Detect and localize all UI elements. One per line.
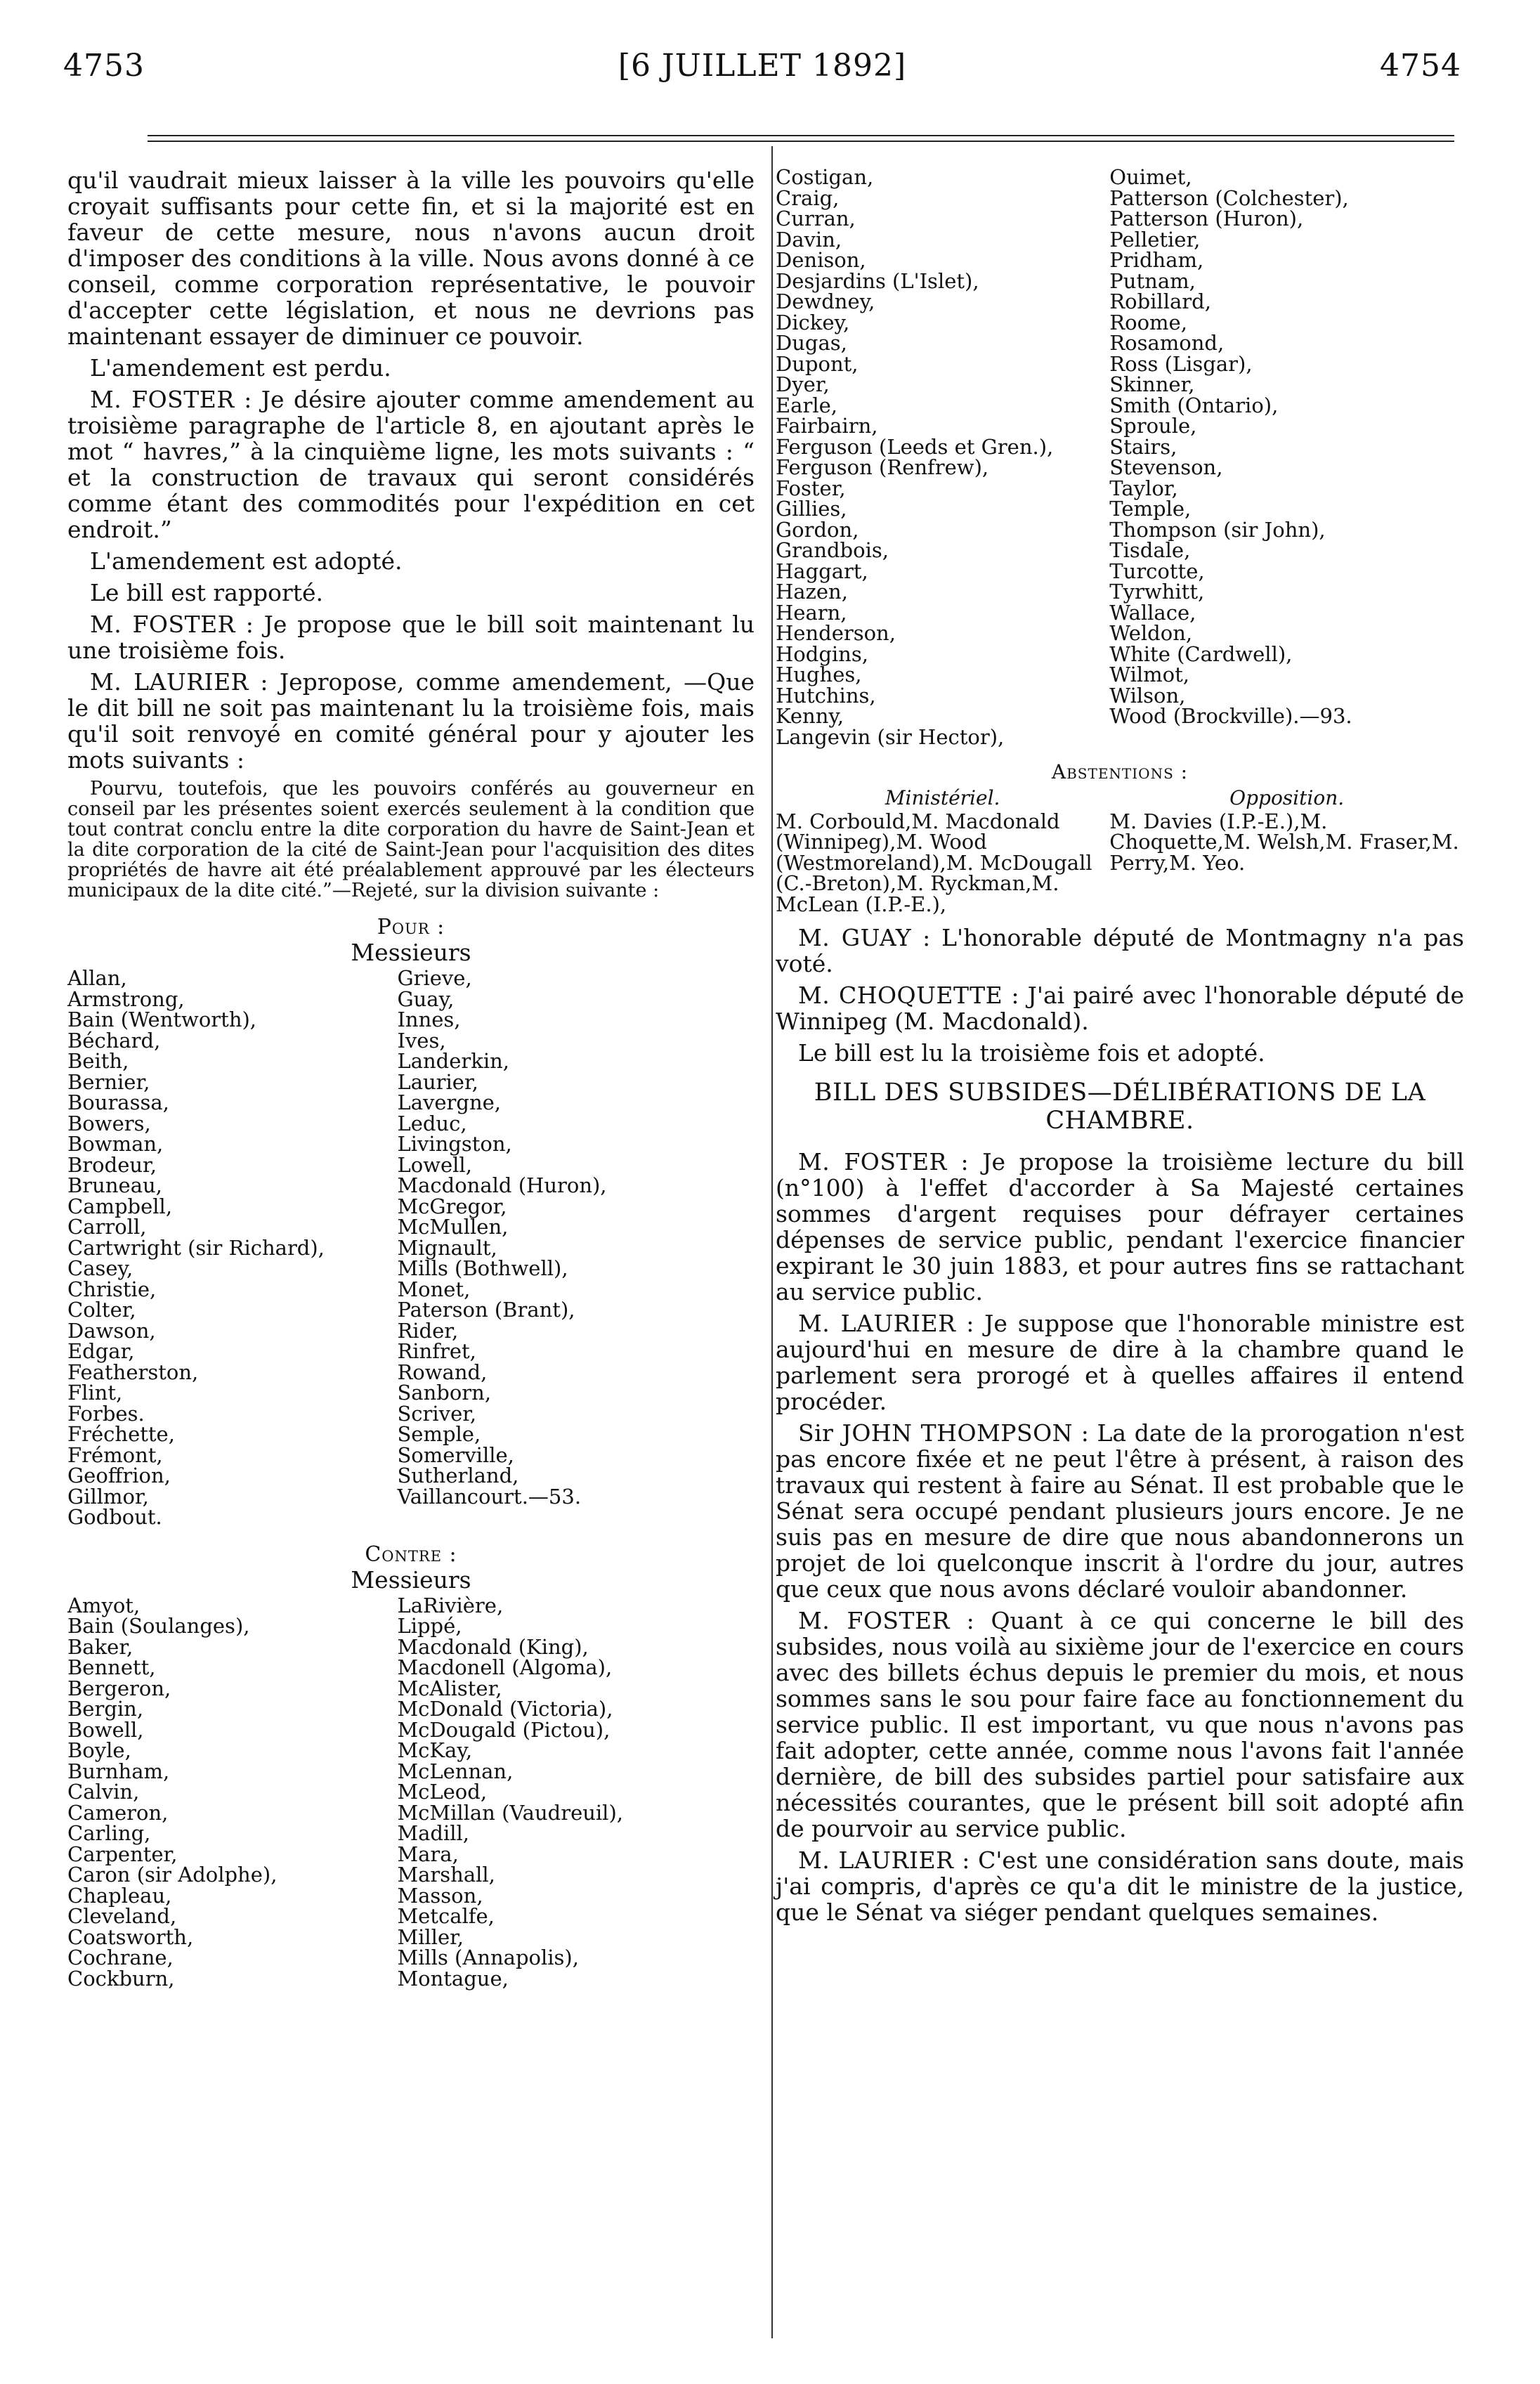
member-name: Tisdale, — [1109, 538, 1191, 562]
member-name: Grieve, — [397, 966, 472, 990]
member-name: Cockburn, — [67, 1966, 175, 1991]
speech-text: : C'est une considération sans doute, mais j'ai compris, d'après ce qu'a dit le ministre de la justice, que le Sénat va siéger pendant quelques semaines. — [776, 1846, 1464, 1926]
member-name: M. Yeo. — [1169, 850, 1246, 875]
member-name: Livingston, — [397, 1132, 512, 1156]
member-name: Frémont, — [67, 1442, 163, 1467]
member-name: Lavergne, — [397, 1090, 502, 1114]
member-name: Bain (Soulanges), — [67, 1614, 250, 1638]
page-number-right: 4754 — [1380, 48, 1461, 84]
member-name: M. Davies (I.P.-E.), — [1109, 809, 1300, 833]
vote-contre-column-2 — [397, 1593, 755, 1991]
member-name: Temple, — [1109, 497, 1192, 521]
vote-pour-column-1 — [67, 968, 397, 1528]
member-name: M. Choquette, — [1109, 809, 1328, 854]
member-name: Forbes. — [67, 1401, 145, 1426]
member-name: M. Welsh, — [1223, 830, 1326, 854]
member-name: Ferguson (Renfrew), — [776, 455, 989, 479]
member-name: Bowell, — [67, 1717, 144, 1742]
member-name: LaRivière, — [397, 1593, 504, 1617]
paragraph: qu'il vaudrait mieux laisser à la ville les pouvoirs qu'elle croyait suffisants pour cette fin, et si la majorité est en faveur de cette mesure, nous n'avons aucun droit d'imposer des conditions à la ville. Nous avons donné à ce conseil, comme corporation représentative, le pouvoir d'accepter cette législation, et nous ne devrions pas maintenant essayer de diminuer ce pouvoir. — [67, 167, 755, 350]
abstentions-list — [776, 788, 1464, 915]
vote-pour-title: Pour : — [377, 915, 445, 939]
member-name: Denison, — [776, 248, 866, 272]
paragraph — [776, 1608, 1464, 1842]
member-name: Cartwright (sir Richard), — [67, 1235, 325, 1260]
abstentions-ministerial-names — [776, 809, 1109, 916]
member-name: M. Perry, — [1109, 830, 1459, 875]
member-name: Cameron, — [67, 1800, 169, 1825]
vote-contre-list-continued — [776, 167, 1464, 748]
vote-pour-list — [67, 968, 755, 1528]
member-name: McDougald (Pictou), — [397, 1717, 611, 1742]
amendment-text: Pourvu, toutefois, que les pouvoirs conférés au gouverneur en conseil par les présentes soient exercés seulement à la condition que tout contrat conclu entre la dite corporation du havre de Saint-Jean et la dite corporation de la cité de Saint-Jean pour l'acquisition des dites propriétés de havre ait été préalablement approuvé par les électeurs municipaux de la dite cité.”—Rejeté, sur la division suivante : — [67, 778, 755, 901]
member-name: Miller, — [397, 1924, 464, 1949]
member-name: Dickey, — [776, 310, 850, 334]
member-name: Somerville, — [397, 1442, 514, 1467]
member-name: Geoffrion, — [67, 1464, 171, 1487]
page-number-left: 4753 — [63, 48, 145, 84]
member-name: Campbell, — [67, 1194, 173, 1218]
member-name: Patterson (Huron), — [1109, 207, 1304, 230]
abstentions-ministerial — [776, 788, 1109, 915]
member-name: Casey, — [67, 1256, 133, 1280]
member-name: Bain (Wentworth), — [67, 1008, 257, 1031]
member-name: Davin, — [776, 227, 842, 252]
member-name: Curran, — [776, 207, 856, 230]
member-name: Kenny, — [776, 704, 844, 728]
member-name: Mills (Bothwell), — [397, 1256, 568, 1280]
paragraph — [67, 669, 755, 773]
member-name: McDonald (Victoria), — [397, 1697, 613, 1721]
member-name: McKay, — [397, 1738, 473, 1762]
member-name: Sutherland, — [397, 1464, 519, 1487]
member-name: Burnham, — [67, 1759, 170, 1783]
page-header — [63, 48, 1461, 97]
speech-text: : La date de la prorogation n'est pas encore fixée et ne peut l'être à présent, à raison des travaux qui restent à faire au Sénat. Il est probable que le Sénat sera occupé pendant plusieurs jours encore. Je ne suis pas en mesure de dire que nous abandonnerons un projet de loi quelconque inscrit à l'ordre du jour, autres que ceux que nous avons déclaré vouloir abandonner. — [776, 1419, 1464, 1603]
abstentions-opposition — [1109, 788, 1464, 915]
member-name: Dyer, — [776, 372, 830, 396]
vote-contre-subtitle: Messieurs — [351, 1565, 471, 1594]
member-name: Turcotte, — [1109, 559, 1205, 583]
member-name: M. Macdonald (Winnipeg), — [776, 809, 1060, 854]
member-name: Metcalfe, — [397, 1904, 495, 1928]
member-name: Macdonald (Huron), — [397, 1173, 607, 1197]
speech-text: : Jepropose, comme amendement, —Que le dit bill ne soit pas maintenant lu la troisième fois, mais qu'il soit renvoyé en comité général pour y ajouter les mots suivants : — [67, 668, 755, 774]
member-name: Bruneau, — [67, 1173, 162, 1197]
member-name: Bernier, — [67, 1069, 150, 1094]
member-name: Ouimet, — [1109, 165, 1192, 189]
member-name: Gordon, — [776, 517, 859, 542]
member-name: Allan, — [67, 966, 127, 990]
speech-text: : Je propose la troisième lecture du bill (n°100) à l'effet d'accorder à Sa Majesté certaines sommes d'argent requises pour défrayer certaines dépenses de service public, pendant l'exercice financier expirant le 30 juin 1883, et pour autres fins se rattachant au service public. — [776, 1148, 1464, 1305]
member-name: Guay, — [397, 986, 455, 1011]
right-column — [776, 167, 1464, 1931]
member-name: Robillard, — [1109, 289, 1211, 313]
member-name: Wilmot, — [1109, 663, 1189, 686]
member-name: Paterson (Brant), — [397, 1298, 575, 1322]
member-name: Macdonald (King), — [397, 1634, 589, 1659]
member-name: Desjardins (L'Islet), — [776, 268, 979, 293]
speaker-name: M. CHOQUETTE — [798, 982, 1003, 1009]
member-name: Mills (Annapolis), — [397, 1946, 579, 1969]
member-name: M. McDougall (C.-Breton), — [776, 850, 1092, 895]
member-name: Rinfret, — [397, 1339, 476, 1363]
vote-pour-subtitle: Messieurs — [351, 939, 471, 966]
speech-text: : J'ai pairé avec l'honorable député de Winnipeg (M. Macdonald). — [776, 982, 1464, 1035]
member-name: M. Corbould, — [776, 809, 912, 833]
member-name: Carpenter, — [67, 1842, 178, 1866]
member-name: Ross (Lisgar), — [1109, 351, 1253, 376]
member-name: Hodgins, — [776, 641, 868, 666]
member-name: Montague, — [397, 1966, 509, 1991]
member-name: McMillan (Vaudreuil), — [397, 1800, 623, 1825]
member-name: Tyrwhitt, — [1109, 580, 1205, 604]
member-name: Vaillancourt.—53. — [397, 1484, 582, 1509]
member-name: Bowman, — [67, 1132, 164, 1156]
member-name: Landerkin, — [397, 1049, 509, 1073]
member-name: Hazen, — [776, 580, 848, 604]
member-name: Amyot, — [67, 1593, 141, 1617]
member-name: Monet, — [397, 1277, 471, 1301]
member-name: Carroll, — [67, 1215, 147, 1239]
member-name: Caron (sir Adolphe), — [67, 1863, 278, 1887]
member-name: Wilson, — [1109, 683, 1186, 708]
member-name: Christie, — [67, 1277, 157, 1301]
member-name: Bergin, — [67, 1697, 144, 1721]
header-rule-bottom — [148, 141, 1454, 142]
member-name: Craig, — [776, 185, 840, 210]
paragraph — [67, 386, 755, 542]
paragraph: Le bill est lu la troisième fois et adopté. — [798, 1039, 1265, 1067]
member-name: M. Wood (Westmoreland), — [776, 830, 987, 875]
member-name: Bennett, — [67, 1655, 156, 1679]
paragraph — [776, 1149, 1464, 1305]
abstentions-title: Abstentions : — [1051, 760, 1189, 783]
member-name: Ferguson (Leeds et Gren.), — [776, 434, 1054, 459]
member-name: Earle, — [776, 393, 837, 417]
vote-contre-column-2-continued — [1109, 167, 1464, 748]
paragraph — [776, 1420, 1464, 1602]
member-name: M. Fraser, — [1325, 830, 1432, 854]
member-name: McGregor, — [397, 1194, 507, 1218]
member-name: Carling, — [67, 1821, 151, 1845]
member-name: Hughes, — [776, 663, 862, 686]
paragraph: Le bill est rapporté. — [90, 579, 324, 606]
speaker-name: M. FOSTER — [798, 1607, 950, 1634]
member-name: Bowers, — [67, 1111, 151, 1135]
member-name: Fairbairn, — [776, 414, 878, 438]
member-name: Edgar, — [67, 1339, 135, 1363]
member-name: Madill, — [397, 1821, 470, 1845]
member-name: Stevenson, — [1109, 455, 1223, 479]
speech-text: : Quant à ce qui concerne le bill des subsides, nous voilà au sixième jour de l'exercice en cours avec des billets échus depuis le premier du mois, et nous sommes sans le sou pour faire face au fonctionnement du service public. Il est important, vu que nous n'avons pas fait adopter, cette année, comme nous l'avons fait l'année dernière, de bill des subsides partiel pour satisfaire aux nécessités courantes, que le présent bill soit adopté afin de pourvoir au service public. — [776, 1607, 1464, 1842]
speaker-name: M. FOSTER — [90, 611, 236, 638]
member-name: Sproule, — [1109, 414, 1197, 438]
member-name: Featherston, — [67, 1360, 199, 1384]
member-name: Roome, — [1109, 310, 1187, 334]
member-name: Lippé, — [397, 1614, 462, 1638]
member-name: Rosamond, — [1109, 331, 1225, 355]
member-name: Béchard, — [67, 1028, 161, 1053]
member-name: Fréchette, — [67, 1422, 175, 1446]
member-name: Gillmor, — [67, 1484, 149, 1509]
member-name: Laurier, — [397, 1069, 478, 1094]
member-name: Cochrane, — [67, 1946, 174, 1969]
member-name: Grandbois, — [776, 538, 889, 562]
speech-text: : Je propose que le bill soit maintenant lu une troisième fois. — [67, 611, 755, 664]
member-name: McLennan, — [397, 1759, 514, 1783]
section-title: BILL DES SUBSIDES—DÉLIBÉRATIONS DE LA CHAMBRE. — [814, 1079, 1426, 1135]
member-name: McMullen, — [397, 1215, 509, 1239]
member-name: Coatsworth, — [67, 1924, 194, 1949]
abstentions-ministerial-heading: Ministériel. — [885, 786, 1000, 809]
member-name: Macdonell (Algoma), — [397, 1655, 613, 1679]
speaker-name: M. FOSTER — [798, 1148, 947, 1175]
member-name: Calvin, — [67, 1780, 140, 1804]
member-name: Langevin (sir Hector), — [776, 724, 1005, 749]
member-name: Chapleau, — [67, 1883, 172, 1908]
member-name: Dupont, — [776, 351, 859, 376]
member-name: Scriver, — [397, 1401, 477, 1426]
member-name: Masson, — [397, 1883, 483, 1908]
member-name: Mara, — [397, 1842, 459, 1866]
member-name: Godbout. — [67, 1505, 162, 1529]
member-name: Bergeron, — [67, 1676, 171, 1700]
member-name: Boyle, — [67, 1738, 131, 1762]
speaker-name: M. FOSTER — [90, 386, 235, 413]
speaker-name: M. LAURIER — [798, 1846, 954, 1874]
member-name: Beith, — [67, 1049, 129, 1073]
speaker-name: M. GUAY — [798, 924, 912, 951]
paragraph — [67, 611, 755, 663]
member-name: Hearn, — [776, 600, 847, 625]
member-name: Wallace, — [1109, 600, 1196, 625]
member-name: Rowand, — [397, 1360, 488, 1384]
member-name: Wood (Brockville).—93. — [1109, 704, 1352, 728]
member-name: Sanborn, — [397, 1381, 492, 1405]
vote-pour-column-2 — [397, 968, 755, 1528]
member-name: Foster, — [776, 476, 846, 500]
member-name: Flint, — [67, 1381, 123, 1405]
member-name: Hutchins, — [776, 683, 876, 708]
member-name: Pridham, — [1109, 248, 1204, 272]
member-name: M. McLean (I.P.-E.), — [776, 871, 1059, 916]
member-name: Semple, — [397, 1422, 481, 1446]
member-name: Innes, — [397, 1008, 461, 1031]
member-name: Thompson (sir John), — [1109, 517, 1326, 542]
paragraph: L'amendement est adopté. — [90, 547, 403, 575]
abstentions-opposition-heading: Opposition. — [1229, 786, 1345, 809]
member-name: White (Cardwell), — [1109, 641, 1293, 666]
member-name: Skinner, — [1109, 372, 1195, 396]
left-column — [67, 167, 755, 1989]
member-name: Weldon, — [1109, 621, 1193, 645]
member-name: Dawson, — [67, 1318, 156, 1343]
speech-text: : Je suppose que l'honorable ministre est aujourd'hui en mesure de dire à la chambre quand le parlement sera prorogé et à quelles affaires il entend procéder. — [776, 1310, 1464, 1415]
member-name: Leduc, — [397, 1111, 467, 1135]
member-name: Ives, — [397, 1028, 446, 1053]
member-name: M. Ryckman, — [896, 871, 1032, 895]
member-name: Dewdney, — [776, 289, 875, 313]
vote-contre-column-1 — [67, 1593, 397, 1991]
paragraph: L'amendement est perdu. — [90, 354, 391, 382]
member-name: Patterson (Colchester), — [1109, 185, 1349, 210]
member-name: Lowell, — [397, 1152, 472, 1177]
member-name: Rider, — [397, 1318, 459, 1343]
speech-text: : Je désire ajouter comme amendement au troisième paragraphe de l'article 8, en ajoutant après le mot “ havres,” à la cinquième ligne, les mots suivants : “ et la construction de travaux qui seront considérés comme étant des commodités pour l'expédition en cet endroit.” — [67, 386, 755, 543]
member-name: McLeod, — [397, 1780, 488, 1804]
header-date: [6 JUILLET 1892] — [618, 48, 907, 84]
member-name: Armstrong, — [67, 986, 185, 1011]
abstentions-opposition-names — [1109, 809, 1464, 875]
member-name: Colter, — [67, 1298, 136, 1322]
speaker-name: M. LAURIER — [90, 668, 249, 696]
paragraph — [776, 982, 1464, 1034]
member-name: Marshall, — [397, 1863, 495, 1887]
column-divider — [771, 146, 773, 2338]
vote-contre-list — [67, 1593, 755, 1991]
member-name: McAlister, — [397, 1676, 502, 1700]
vote-contre-title: Contre : — [365, 1542, 457, 1567]
vote-contre-column-1-continued — [776, 167, 1109, 748]
member-name: Pelletier, — [1109, 227, 1201, 252]
member-name: Stairs, — [1109, 434, 1177, 459]
paragraph — [776, 1847, 1464, 1925]
member-name: Haggart, — [776, 559, 868, 583]
member-name: Smith (Ontario), — [1109, 393, 1279, 417]
member-name: Mignault, — [397, 1235, 497, 1260]
member-name: Taylor, — [1109, 476, 1178, 500]
member-name: Bourassa, — [67, 1090, 169, 1114]
member-name: Putnam, — [1109, 268, 1196, 293]
member-name: Brodeur, — [67, 1152, 157, 1177]
speaker-name: Sir JOHN THOMPSON — [798, 1419, 1074, 1447]
member-name: Henderson, — [776, 621, 896, 645]
member-name: Cleveland, — [67, 1904, 177, 1928]
paragraph — [776, 1310, 1464, 1414]
member-name: Gillies, — [776, 497, 847, 521]
paragraph — [776, 925, 1464, 977]
member-name: Dugas, — [776, 331, 847, 355]
member-name: Costigan, — [776, 165, 874, 189]
speaker-name: M. LAURIER — [798, 1310, 956, 1337]
header-rule-top — [148, 135, 1454, 136]
member-name: Baker, — [67, 1634, 133, 1659]
speech-text: : L'honorable député de Montmagny n'a pas voté. — [776, 924, 1464, 977]
